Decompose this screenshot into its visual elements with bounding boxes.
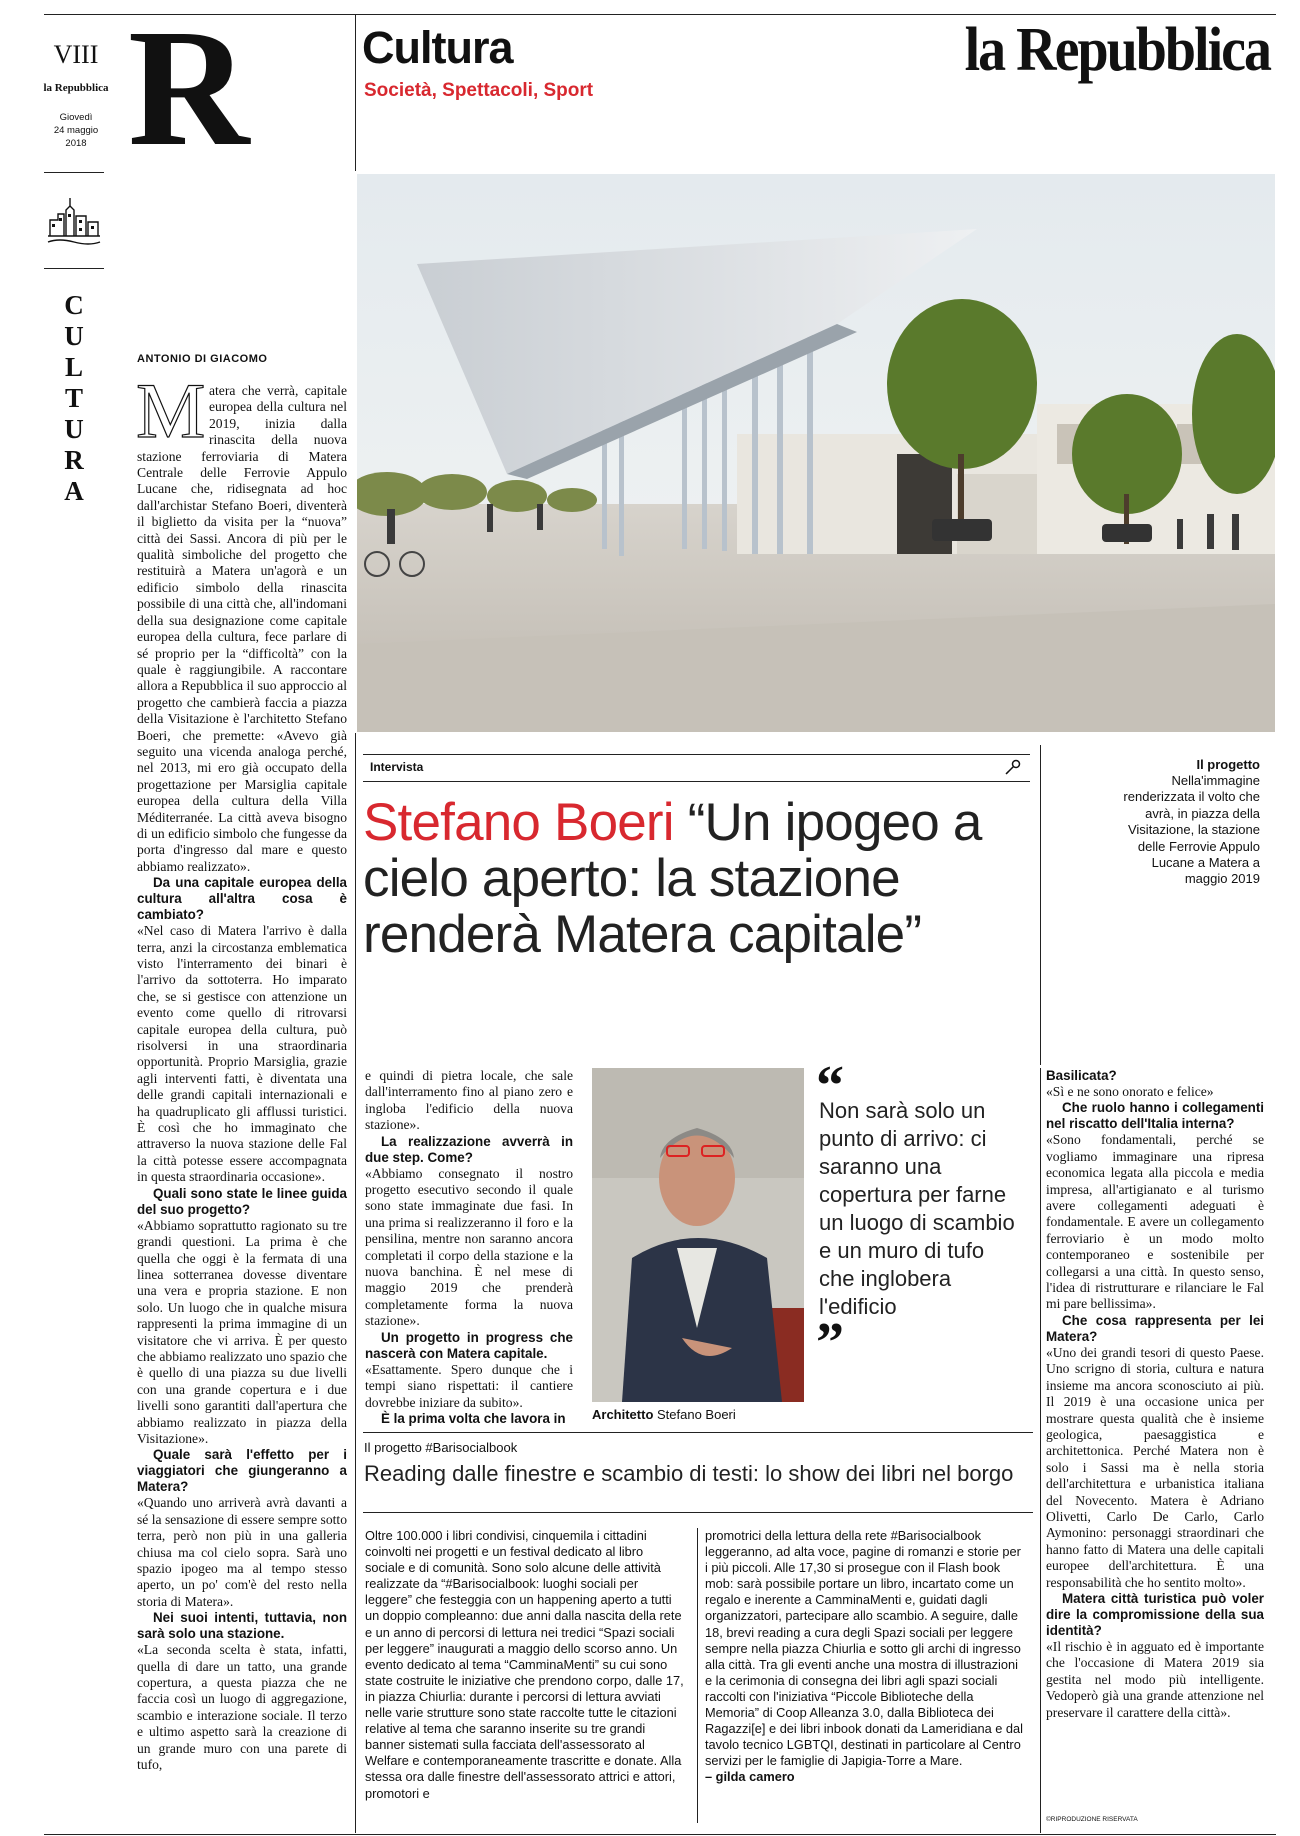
answer-paragraph: «Uno dei grandi tesori di questo Paese. Uno scrigno di storia, cultura e natura insieme ma ancora sconosciuto ai più. Il 2019 è una occasione unica per mostrare questa qualità che è insieme geologica, paesaggistica e architettonica. Perché Matera non è solo i Sassi ma è nella storia dell'architettura e urbanistica italiana del Novecento. Matera è Adriano Olivetti, Carlo De Carlo, Carlo Aymonino: personaggi straordinari che hanno fatto di Matera una delle capitali europee dell'architettura. È una responsabilità che ho sentito molto». [1046, 1344, 1264, 1590]
answer-paragraph: «Sì e ne sono onorato e felice» [1046, 1084, 1214, 1099]
article-column-1 [137, 383, 347, 1773]
photo-caption-name: Stefano Boeri [653, 1407, 736, 1422]
answer-paragraph: «La seconda scelta è stata, infatti, quella di dare un tatto, una grande copertura, a questa piazza che ne faccia così un luogo di aggregazione, scambio e interazione sociale. Il terzo e ultimo aspetto sarà la creazione di un grande muro con una parete di tufo, [137, 1642, 347, 1773]
answer-paragraph: e quindi di pietra locale, che sale dall'interramento fino al piano zero e ingloba l'edificio della nuova stazione». [365, 1068, 573, 1133]
city-skyline-icon [44, 190, 104, 250]
sidebar-kicker: Il progetto #Barisocialbook [364, 1440, 518, 1455]
question-paragraph: Da una capitale europea della cultura all'altra cosa è cambiato? [137, 875, 347, 923]
question-paragraph: La realizzazione avverrà in due step. Come? [365, 1133, 573, 1165]
article-kicker: Intervista [370, 760, 424, 774]
answer-paragraph: «Quando uno arriverà avrà davanti a sé la sensazione di essere sempre sotto terra, però non più in una galleria chiusa ma col cielo sopra. Sarà uno spazio ipogeo ma al tempo stesso aperto, un po' com'è del resto nella storia di Matera». [137, 1495, 347, 1609]
image-caption-text: Nella'immagine renderizzata il volto che avrà, in piazza della Visitazione, la stazione delle Ferrovie Appulo Lucane a Matera a maggio 2019 [1123, 773, 1260, 887]
answer-paragraph: «Esattamente. Spero dunque che i tempi siano rispettati: il cantiere dovrebbe iniziare da subito». [365, 1361, 573, 1410]
headline-quote: “Un ipogeo a cielo aperto: la stazione renderà Matera capitale” [363, 793, 982, 964]
photo-caption-bold: Architetto [592, 1407, 654, 1422]
answer-paragraph: «Nel caso di Matera l'arrivo è dalla terra, anzi la circostanza emblematica visto l'interramento dei binari è l'arrivo da sottoterra. Ho imparato che, se si gestisce con attenzione un evento come quello di ritrovarsi capitale europea della cultura, può risolversi in una straordinaria opportunità. Proprio Marsiglia, grazie agli interventi fatti, è diventata una delle grandi capitali internazionali e ha quadruplicato gli afflussi turistici. È così che ho immaginato che attraverso la nuova stazione delle Fal la città potesse essere accompagnata in questa straordinaria occasione». [137, 923, 347, 1185]
article-author: ANTONIO DI GIACOMO [137, 353, 268, 365]
section-subtitle: Società, Spettacoli, Sport [364, 80, 594, 101]
quote-close-icon: ” [816, 1312, 844, 1374]
newspaper-logo: la Repubblica [964, 15, 1270, 85]
portrait-photo [592, 1068, 804, 1402]
paper-name-small: la Repubblica [43, 82, 109, 94]
photo-caption [592, 1407, 736, 1422]
question-paragraph: Un progetto in progress che nascerà con Matera capitale. [365, 1329, 573, 1361]
sidebar-signature: – gilda camero [705, 1769, 795, 1785]
question-paragraph: Che cosa rappresenta per lei Matera? [1046, 1312, 1264, 1344]
article-column-4 [1046, 1068, 1264, 1721]
vertical-label-letter: T [64, 383, 83, 413]
question-paragraph: Che ruolo hanno i collegamenti nel riscatto dell'Italia interna? [1046, 1100, 1264, 1132]
quote-open-icon: “ [816, 1055, 844, 1117]
sidebar-column-1: Oltre 100.000 i libri condivisi, cinquemila i cittadini coinvolti nei progetti e un festival dedicato al libro sociale e di comunità. Sono solo alcune delle attività realizzate da “#Barisocialbook: luoghi sociali per leggere” che festeggia con un happening aperto a tutti un doppio compleanno: due anni dalla nascita della rete e un anno di percorsi di lettura nei tredici “Spazi sociali per leggere” inaugurati a maggio dello scorso anno. Un evento dedicato al tema “CamminaMenti” su cui sono state costruite le iniziative che prendono corpo, dalle 17, in piazza Chiurlia: durante i percorsi di lettura avviati nelle varie strutture sono state raccolte tutte le citazioni relative al tema che saranno inserite su tre grandi banner sistemati sulla facciata dell'assessorato al Welfare e contemporaneamente trascritte e donate. Alla stessa ora dalle finestre dell'assessorato attrici e attori, promotori e [365, 1528, 684, 1801]
vertical-label-letter: A [64, 476, 84, 506]
vertical-label-letter: C [64, 290, 84, 320]
question-paragraph: Basilicata? [1046, 1068, 1117, 1083]
sidebar-column-2 [705, 1528, 1027, 1786]
answer-paragraph: atera che verrà, capitale europea della cultura nel 2019, inizia dalla rinascita della nuova stazione ferroviaria di Matera Centrale delle Ferrovie Appulo Lucane che, ridisegnata ad hoc dall'archistar Stefano Boeri, diventerà il biglietto da visita per la “nuova” città dei Sassi. Ancora di più per le qualità simboliche del progetto che restituirà a Matera un'agorà e un edificio simbolo della rinascita possibile di una città che, all'indomani della sua designazione come capitale europea della cultura, fece parlare di sé proprio per la “difficoltà” con la quale è raggiungibile. A raccontare allora a Repubblica il suo approccio al progetto che cambierà faccia a piazza della Visitazione è l'architetto Stefano Boeri, che premette: «Avevo già seguito una vicenda analoga perché, nel 2013, mi ero già occupato della progettazione per Marsiglia capitale europea della cultura della Villa Méditerranée. La città aveva bisogno di un edificio simbolo che fungesse da porta d'ingresso dal mare e questo abbiamo realizzato». [137, 383, 347, 874]
issue-date: 24 maggio [53, 125, 99, 136]
issue-year: 2018 [65, 138, 87, 149]
page-number: VIII [53, 40, 99, 69]
vertical-section-label [50, 290, 98, 507]
big-r-letter: R [128, 0, 246, 181]
question-paragraph: Matera città turistica può voler dire la compromissione della sua identità? [1046, 1590, 1264, 1638]
vertical-label-letter: L [64, 352, 83, 382]
section-title: Cultura [362, 22, 513, 73]
article-column-2 [365, 1068, 573, 1427]
answer-paragraph: «Abbiamo soprattutto ragionato su tre grandi questioni. La prima è che quella che oggi è la fermata di una linea sotterranea dovesse diventare una vera e propria stazione. E non solo. Un luogo che in qualche misura rappresenti la prima immagine di un visitatore che vi arriva. È per questo che abbiamo realizzato uno spazio che è quello di una piazza su due livelli con una grande copertura e i due livelli sono garantiti dall'apertura che abbiamo realizzato in piazza della Visitazione». [137, 1217, 347, 1446]
article-headline [363, 795, 1043, 963]
question-paragraph: Quale sarà l'effetto per i viaggiatori che giungeranno a Matera? [137, 1447, 347, 1495]
dropcap-spacer [137, 383, 209, 445]
question-paragraph: Quali sono state le linee guida del suo progetto? [137, 1185, 347, 1217]
microphone-icon [1004, 758, 1022, 776]
vertical-label-letter: U [64, 321, 84, 351]
vertical-label-letter: U [64, 414, 84, 444]
vertical-label-letter: R [64, 445, 84, 475]
pull-quote: Non sarà solo un punto di arrivo: ci saranno una copertura per farne un luogo di scambio e un muro di tufo che inglobera l'edificio [819, 1098, 1015, 1319]
question-paragraph: Nei suoi intenti, tuttavia, non sarà solo una stazione. [137, 1610, 347, 1642]
answer-paragraph: «Il rischio è in agguato ed è importante che l'occasione di Matera 2019 sia gestita nel modo più intelligente. Vedoperò già una grande attenzione nel preservare il carattere della città». [1046, 1638, 1264, 1720]
drop-cap: M [136, 367, 206, 454]
issue-day: Giovedì [59, 112, 93, 123]
copyright-note: ©RIPRODUZIONE RISERVATA [1046, 1816, 1138, 1823]
image-caption-title: Il progetto [1196, 757, 1260, 772]
sidebar-column-2-text: promotrici della lettura della rete #Barisocialbook leggeranno, ad alta voce, pagine di romanzi e storie per i più piccoli. Alle 17,30 si prosegue con il Flash book mob: sarà possibile portare un libro, incartato come un regalo e inerente a CamminaMenti e, guidati dagli organizzatori, partecipare allo scambio. A seguire, dalle 18, brevi reading a cura degli Spazi sociali per leggere sempre nella piazza Chiurlia e sotto gli archi di ingresso alla città. Tra gli eventi anche una mostra di illustrazioni e la cerimonia di consegna dei libri agli spazi sociali raccolti con l'iniziativa “Piccole Biblioteche della Memoria” di Coop Alleanza 3.0, dalla Biblioteca dei Ragazzi[e] e dei libri inbook donati da Lameridiana e dal tavolo tecnico LGBTQI, destinati in particolare al Centro servizi per le famiglie di Japigia-Torre a Mare. [705, 1528, 1023, 1769]
question-paragraph: È la prima volta che lavora in [381, 1410, 566, 1426]
answer-paragraph: «Abbiamo consegnato il nostro progetto esecutivo secondo il quale sono state immaginate due fasi. In una prima si realizzeranno il foro e la pensilina, mentre non saranno ancora completati il corpo della stazione e la nuova banchina. È nel mese di maggio 2019 che prenderà completamente forma la nuova stazione». [365, 1165, 573, 1329]
sidebar-headline: Reading dalle finestre e scambio di testi: lo show dei libri nel borgo [364, 1461, 1014, 1486]
answer-paragraph: «Sono fondamentali, perché se vogliamo immaginare una ripresa economica legata alla piccola e media impresa, all'artigianato e al turismo avere collegamenti adeguati è fondamentale. E avere un collegamento ferroviario è un modo molto contemporaneo e sostenibile per collegarsi a una città. In questo senso, l'idea di ristrutturare e rilanciare le Fal mi pare bellissima». [1046, 1132, 1264, 1312]
station-render-image [357, 174, 1275, 732]
headline-name: Stefano Boeri [363, 793, 674, 852]
